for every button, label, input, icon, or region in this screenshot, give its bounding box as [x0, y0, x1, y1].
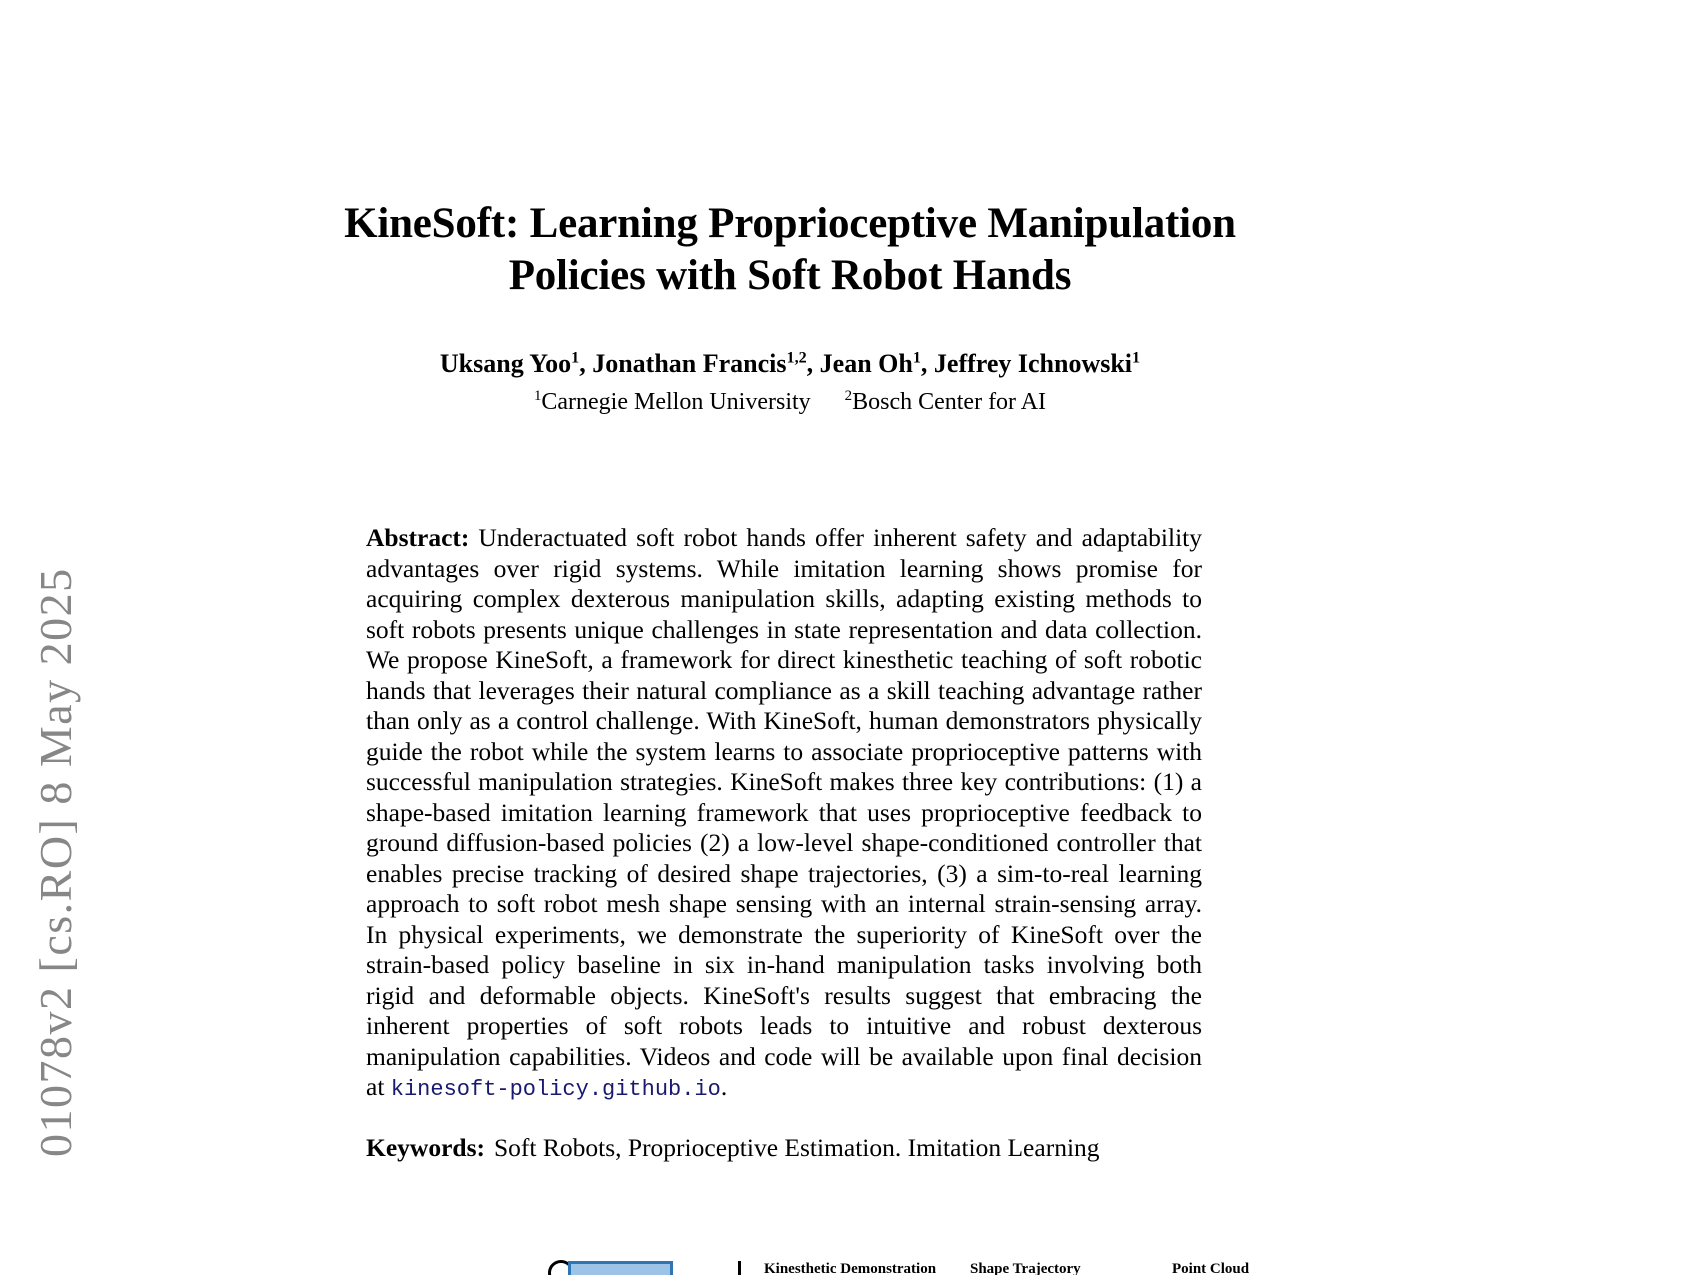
page-title	[300, 198, 1280, 303]
author-affil-marker: 1	[1132, 349, 1141, 367]
title-block	[300, 198, 1280, 303]
affiliation-name: Carnegie Mellon University	[541, 388, 811, 415]
abstract-body: Underactuated soft robot hands offer inherent safety and adaptability advantages over rigid systems. While imitation learning shows promise for acquiring complex dexterous manipulation skills, adapting existing methods to soft robots presents unique challenges in state representation and data collection. We propose KineSoft, a framework for direct kinesthetic teaching of soft robotic hands that leverages their natural compliance as a skill teaching advantage rather than only as a control challenge. With KineSoft, human demonstrators physically guide the robot while the system learns to associate proprioceptive patterns with successful manipulation strategies. KineSoft makes three key contributions: (1) a shape-based imitation learning framework that uses proprioceptive feedback to ground diffusion-based policies (2) a low-level shape-conditioned controller that enables precise tracking of desired shape trajectories, (3) a sim-to-real learning approach to soft robot mesh shape sensing with an internal strain-sensing array. In physical experiments, we demonstrate the superiority of KineSoft over the strain-based policy baseline in six in-hand manipulation tasks involving both rigid and deformable objects. KineSoft's results suggest that embracing the inherent properties of soft robots leads to intuitive and robust dexterous manipulation capabilities. Videos and code will be available upon final decision at	[366, 523, 1202, 1101]
abstract-label: Abstract:	[366, 523, 470, 552]
abstract-end-punct: .	[720, 1072, 728, 1101]
affiliation-marker: 2	[844, 387, 853, 404]
affiliation-marker: 1	[533, 387, 542, 404]
keywords-block	[366, 1133, 1202, 1164]
author-affil-marker: 1	[912, 349, 921, 367]
abstract-block	[366, 523, 1202, 1106]
figure-row	[366, 1258, 1266, 1275]
author-name: Jean Oh	[819, 349, 913, 378]
figure-divider	[738, 1261, 741, 1275]
figure-blue-box	[568, 1261, 673, 1275]
keywords-line	[366, 1133, 1202, 1164]
affiliation-list	[300, 387, 1280, 418]
arxiv-stamp	[0, 0, 110, 1275]
keywords-text: Soft Robots, Proprioceptive Estimation. Imitation Learning	[493, 1133, 1100, 1162]
author-affil-marker: 1	[571, 349, 580, 367]
paper-title-line-1: KineSoft: Learning Proprioceptive Manipulation	[344, 200, 1236, 247]
affiliation-name: Bosch Center for AI	[852, 388, 1047, 415]
author-affil-marker: 1,2	[786, 349, 807, 367]
figure-label: Shape Trajectory	[970, 1261, 1081, 1275]
author-list: Uksang Yoo$^1$, Jonathan Francis$^{1,2}$, Jean Oh$^1$, Jeffrey Ichnowski$^1$	[439, 349, 1141, 378]
keywords-label: Keywords:	[366, 1133, 485, 1162]
figure-strip-clipped	[366, 1258, 1266, 1275]
authors-block	[300, 348, 1280, 418]
author-name: Jeffrey Ichnowski	[933, 349, 1133, 378]
arxiv-stamp-text: 01078v2 [cs.RO] 8 May 2025	[29, 567, 81, 1157]
author-name: Jonathan Francis	[592, 349, 787, 378]
author-name: Uksang Yoo	[439, 349, 572, 378]
abstract-paragraph	[366, 523, 1202, 1106]
project-url-link[interactable]: kinesoft-policy.github.io	[390, 1077, 721, 1102]
figure-label: Point Cloud	[1172, 1261, 1250, 1275]
paper-title-line-2: Policies with Soft Robot Hands	[508, 252, 1072, 300]
figure-label: Kinesthetic Demonstration	[764, 1261, 937, 1275]
